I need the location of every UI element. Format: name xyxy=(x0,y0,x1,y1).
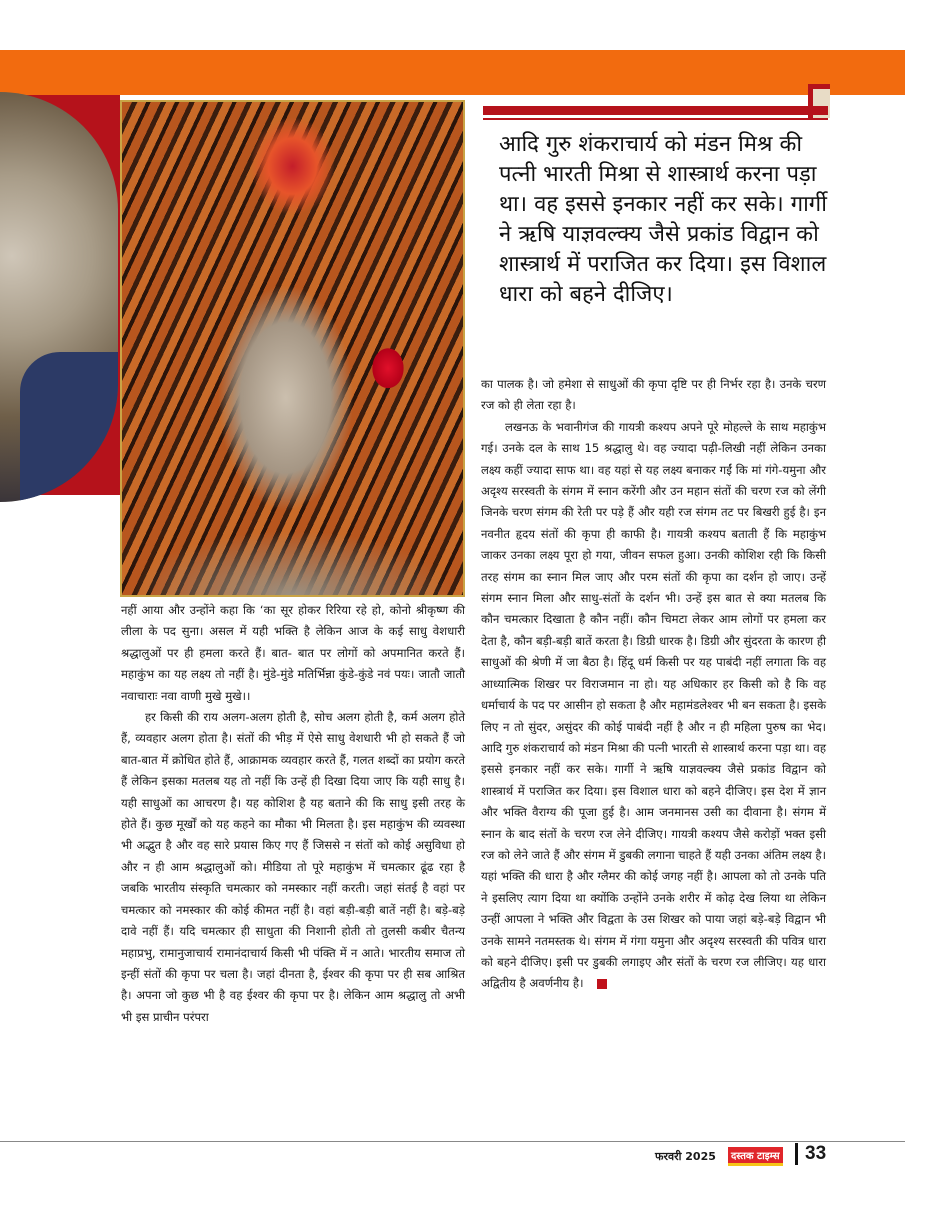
left-edge-photo xyxy=(0,92,118,502)
text-line: की कृपा पर है। लेकिन आम श्रद्धालु तो अभी भी इस प्राचीन परंपरा xyxy=(121,988,465,1024)
issue-date: फरवरी 2025 xyxy=(655,1150,716,1163)
text-line: में पराजित कर दिया। इस विशाल धारा को बहने दीजिए। इस देश में xyxy=(517,783,805,798)
text-line: बहने दीजिए। इसी पर डुबकी लगाइए और संतों के चरण रज xyxy=(497,954,750,969)
text-line: शिखर पर विराजमान ना हो। यह अधिकार हर किसी को है कि वह xyxy=(534,676,826,691)
text-line: इसका मतलब यह तो नहीं कि उन्हें ही दिखा दिया जाए कि यही xyxy=(161,774,428,789)
article-column-right xyxy=(481,374,826,995)
text-line: की कृपा पर ही सब आश्रित है। अपना जो कुछ भी है वह ईश्वर xyxy=(121,966,465,1003)
text-line: जाए और परम संतों की कृपा का दर्शन हो जाए। उन्हें संगम स्नान xyxy=(481,569,826,606)
article-paragraph xyxy=(481,374,826,417)
text-line: आज के कई साधु वेशधारी श्रद्धालुओं पर ही हमला करते हैं। बात- xyxy=(121,624,465,660)
page-number: 33 xyxy=(805,1143,827,1164)
text-line: जिनके चरण संगम की रेती पर पड़े हैं और यही रज संगम तट पर xyxy=(481,505,749,520)
text-line: देख लिया था लेकिन उन्हीं आपला ने भक्ति और विद्वता के उस xyxy=(481,890,827,927)
pull-quote-line: की पत्नी भारती मिश्रा से शास्त्रार्थ xyxy=(499,132,803,187)
text-line: का पालक है। जो हमेशा से साधुओं की कृपा दृष्टि पर ही निर्भर रहा xyxy=(481,377,761,391)
article-paragraph xyxy=(481,417,826,995)
text-line: समाज तो इन्हीं संतों की कृपा पर चला है। जहां दीनता है, ईश्वर xyxy=(121,945,465,981)
text-line: साधु है। यही साधुओं का आचरण है। यह कोशिश है यह बताने की xyxy=(121,774,466,810)
quote-top-rule xyxy=(483,118,828,120)
text-line: भी मिलता है। इस महाकुंभ की व्यवस्था भी अद्भुत है और वह xyxy=(121,817,465,853)
text-line: से यह लक्ष्य बनाकर गईं कि मां गंगे-यमुना और अदृश्य सरस्वती के xyxy=(481,462,826,499)
text-line: लीजिए। यह धारा अद्वितीय है अवर्णनीय है। xyxy=(481,954,826,991)
text-line: लोगों पर हमला कर देता है, कौन बड़ी-बड़ी बातें करता है। डिग्री xyxy=(481,612,826,648)
text-line: नहीं आया और उन्होंने कहा कि ‘का सूर होकर रिरिया रहे हो, कोनो xyxy=(121,603,411,617)
text-line: संगम में स्नान करेंगी और उन महान संतों की चरण रज को लेंगी xyxy=(561,484,826,499)
text-line: रहा है जबकि भारतीय संस्कृति चमत्कार को नमस्कार नहीं करती। xyxy=(121,859,466,896)
quote-top-bar xyxy=(483,106,828,115)
article-column-left xyxy=(121,600,465,1028)
text-line: बैठा है। हिंदू धर्म किसी पर यह पाबंदी नहीं लगाता कि वह आध्यात्मिक xyxy=(481,655,826,691)
text-line: कि साधु इसी तरह के होते हैं। कुछ मूर्खों को यह कहने का मौका xyxy=(121,795,465,832)
pull-quote-line: आदि गुरु शंकराचार्य को मंडन मिश्र xyxy=(499,132,773,157)
text-line: नवाचाराः नवा वाणी मुखे मुखे।। xyxy=(121,688,251,703)
article-paragraph xyxy=(121,600,465,707)
pull-quote-line: करना पड़ा था। वह इससे इनकार नहीं xyxy=(499,162,817,217)
pull-quote-line: को बहने दीजिए। xyxy=(539,282,673,307)
text-line: कि कौन चमत्कार दिखाता है कौन नहीं। कौन चिमटा लेकर आम xyxy=(481,591,827,627)
text-line: गायत्री कश्यप जैसे करोड़ों भक्त इसी रज को लेने जाते हैं और संगम xyxy=(481,826,827,862)
end-of-article-icon xyxy=(597,979,607,989)
text-line: बिखरी हुई है। इन नवनीत हृदय संतों की कृपा ही काफी है। गायत्री xyxy=(481,505,826,541)
pull-quote-line: पराजित कर दिया। इस विशाल धारा xyxy=(499,252,827,307)
text-line: पति ने इसलिए त्याग दिया था क्योंकि उन्होंने उनके शरीर में कोढ़ xyxy=(481,869,827,905)
header-band xyxy=(0,50,905,95)
text-line: सारे प्रयास किए गए हैं जिससे न संतों को कोई असुविधा हो और xyxy=(121,838,465,874)
text-line: साथ महाकुंभ गई। उनके दल के साथ 15 श्रद्धालु थे। वह ज्यादा xyxy=(481,419,826,456)
magazine-logo: दस्तक टाइम्स xyxy=(728,1147,783,1166)
pull-quote-line: जैसे प्रकांड विद्वान को शास्त्रार्थ में xyxy=(499,222,819,277)
text-line: आक्रामक व्यवहार करते हैं, गलत शब्दों का प्रयोग करते हैं लेकिन xyxy=(121,752,465,789)
text-line: की धारा है और ग्लैमर की कोई जगह नहीं है। आपला को तो उनके xyxy=(528,869,806,884)
text-line: न ही आम श्रद्धालुओं को। मीडिया तो पूरे महाकुंभ में चमत्कार ढूंढ xyxy=(143,859,434,874)
text-line: शिखर को पाया जहां बड़े-बड़े विद्वान भी उनके सामने नतमस्तक xyxy=(481,912,826,948)
text-line: जहां संतई है वहां पर चमत्कार को नमस्कार की कोई कीमत नहीं xyxy=(121,881,465,917)
text-line: और न ही महिला पुरुष का भेद। आदि गुरु शंकराचार्य को मंडन मिश्रा xyxy=(481,719,826,755)
text-line: नहीं है। मुंडे-मुंडे मतिर्भिन्ना कुंडे-कुंडे नवं पयः। जातौ जातौ xyxy=(228,667,466,682)
footer-rule xyxy=(0,1141,905,1142)
text-line: कर सके। गार्गी ने ऋषि याज्ञवल्क्य जैसे प्रकांड विद्वान को शास्त्रार्थ xyxy=(481,762,827,798)
text-line: कर्म अलग होते हैं, व्यवहार अलग होता है। संतों की भीड़ में ऐसे xyxy=(121,710,465,746)
text-line: मिला और साधु-संतों के दर्शन भी। उन्हें इस बात से क्या मतलब xyxy=(532,591,809,606)
text-line: ज्ञान और भक्ति वैराग्य की पूजा हुई है। आम जनमानस उसी का xyxy=(481,783,827,820)
left-photo-figure xyxy=(20,352,118,502)
text-line: पढ़ी-लिखी नहीं लेकिन उनका लक्ष्य कहीं ज्यादा साफ था। वह यहां xyxy=(481,441,827,477)
pull-quote xyxy=(499,130,829,310)
pull-quote-line: कर सके। गार्गी ने ऋषि याज्ञवल्क्य xyxy=(499,192,827,247)
sadhu-photo xyxy=(120,100,465,597)
text-line: की पत्नी भारती से शास्त्रार्थ करना पड़ा था। वह इससे इनकार नहीं xyxy=(481,740,826,777)
text-line: सफल हुआ। उनकी कोशिश रही कि किसी तरह संगम का स्नान मिल xyxy=(481,548,827,584)
text-line: थे। संगम में गंगा यमुना और अदृश्य सरस्वती की पवित्र धारा को xyxy=(481,933,826,969)
text-line: श्रीकृष्ण की लीला के पद सुना। असल में यही भक्ति है लेकिन xyxy=(121,603,466,639)
text-line: में डुबकी लगाना चाहते हैं यही उनका अंतिम लक्ष्य है। यहां भक्ति xyxy=(481,847,826,884)
text-line: दीवाना है। संगम में स्नान के बाद संतों के चरण रज लेने दीजिए। xyxy=(481,805,826,841)
text-line: धर्माचार्य के पद पर आसीन हो सकता है और महामंडलेश्वर भी बन xyxy=(481,698,756,713)
text-line: है। उनके चरण रज को ही लेता रहा है। xyxy=(481,377,826,413)
text-line: धारक है। डिग्री और सुंदरता के कारण ही साधुओं की श्रेणी में जा xyxy=(481,633,827,670)
text-line: लखनऊ के भवानीगंज की गायत्री कश्यप अपने पूरे मोहल्ले के xyxy=(505,419,766,434)
footer-separator xyxy=(795,1143,798,1165)
article-paragraph xyxy=(121,707,465,1028)
text-line: रामानुजाचार्य रामानंदाचार्य किसी भी पंक्ति में न आते। भारतीय xyxy=(159,945,421,960)
text-line: बात पर लोगों को अपमानित करते हैं। महाकुंभ का यह लक्ष्य तो xyxy=(121,645,466,682)
text-line: ही साधुता की निशानी होती तो तुलसी कबीर चैतन्य महाप्रभु, xyxy=(121,924,466,960)
text-line: सकता है। इसके लिए न तो सुंदर, असुंदर की कोई पाबंदी नहीं है xyxy=(481,698,826,734)
text-line: है। वहां बड़ी-बड़ी बातें नहीं है। बड़े-बड़े दावे नहीं हैं। यदि चमत्कार xyxy=(121,902,466,939)
text-line: हर किसी की राय अलग-अलग होती है, सोच अलग होती है, xyxy=(145,710,398,725)
text-line: कश्यप बताती हैं कि महाकुंभ जाकर उनका लक्ष्य पूरा हो गया, जीवन xyxy=(481,526,827,563)
text-line: साधु वेशधारी भी हो सकते हैं जो बात-बात में क्रोधित होते हैं, xyxy=(121,731,466,767)
